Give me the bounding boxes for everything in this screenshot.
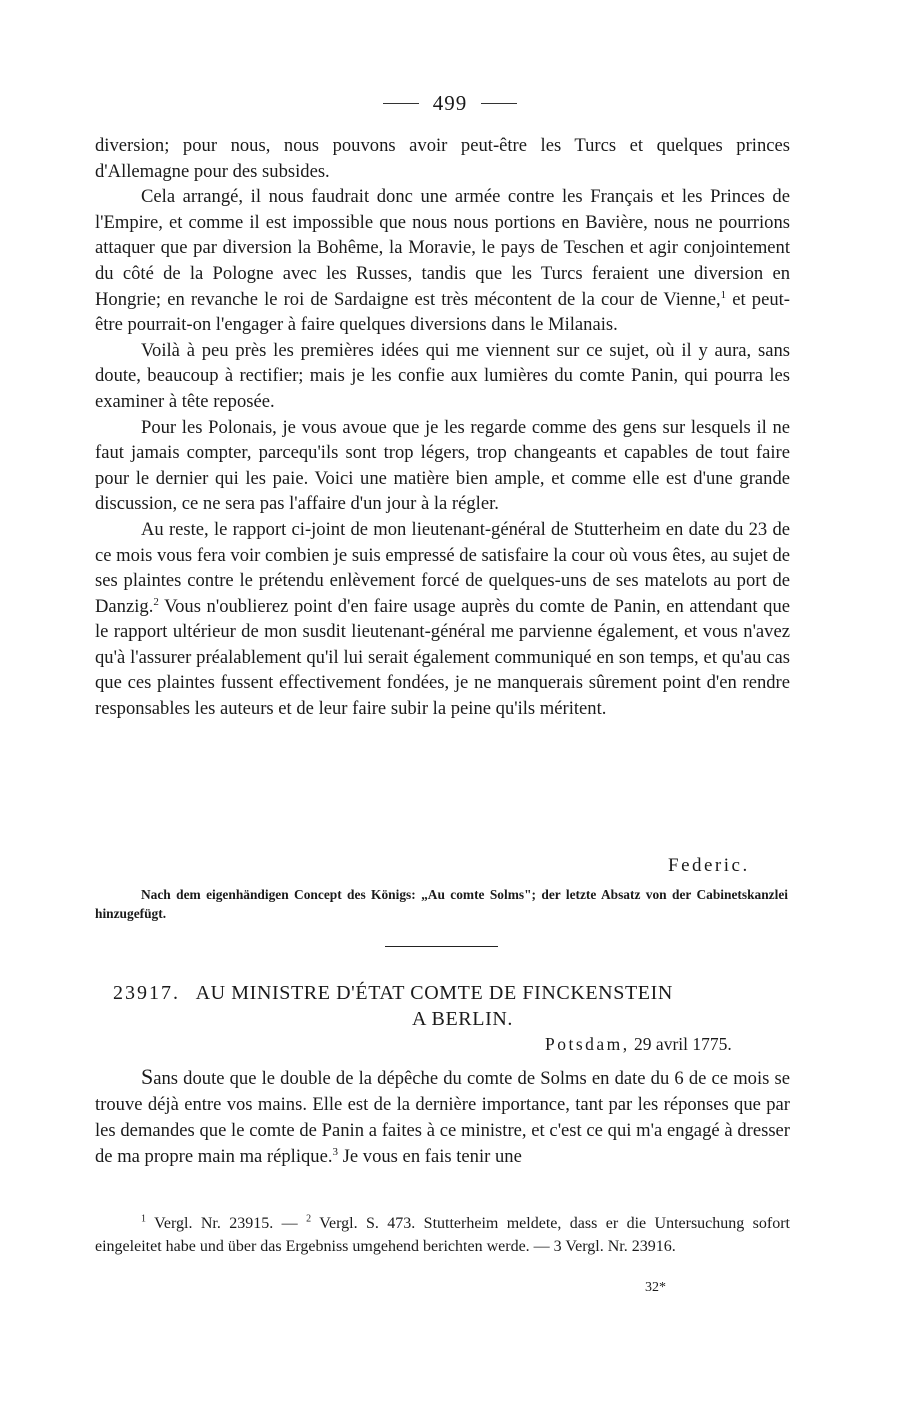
letter-heading <box>95 980 790 1032</box>
letter-body <box>95 1064 790 1170</box>
paragraph <box>95 1064 790 1170</box>
paragraph-text: et peut-être pourrait-on l'engager à faire quelques diversions dans le Milanais. <box>95 288 791 336</box>
paragraph <box>95 184 790 338</box>
paragraph-text: Je vous en fais tenir une <box>338 1146 522 1167</box>
footnotes <box>95 1212 790 1258</box>
paragraph-text: Cela arrangé, il nous faudrait donc une armée contre les Français et les Princes de l'Empire, et comme il est impossible que nous nous portions en Bavière, nous ne pourrions attaquer que par diversion la Bohême, la Moravie, le pays de Teschen et agir conjointement du côté de la Pologne avec les Russes, tandis que les Turcs feraient une diversion en Hongrie; en revanche le roi de Sardaigne est très mécontent de la cour de Vienne, <box>95 186 790 310</box>
footnote-part: Vergl. Nr. 23915. — <box>146 1215 307 1232</box>
footnote-reference: 3 <box>332 1145 338 1158</box>
section-divider <box>385 946 498 947</box>
paragraph-text: Au reste, le rapport ci-joint de mon lieutenant-général de Stutterheim en date du 23 de ce mois vous fera voir combien je suis empressé de satisfaire la cour où vous êtes, au sujet de ses plaintes contre le prétendu enlèvement forcé de quelques-uns de ses matelots au port de Danzig. <box>95 518 790 617</box>
header-rule-right <box>481 103 517 104</box>
paragraph-text: Vous n'oublierez point d'en faire usage auprès du comte de Panin, en attendant que le rapport ultérieur de mon susdit lieutenant-général me parvienne également, et vous n'avez qu'à l'assurer préalablement qu'il lui serait également communiqué en son temps, et qu'au cas que ces plaintes fussent effectivement fondées, je ne manquerais sûrement point d'en rendre responsables les auteurs et de leur faire subir la peine qu'ils méritent. <box>95 595 790 720</box>
letter-number: 23917. <box>113 982 180 1004</box>
dateline-place: Potsdam, <box>545 1034 630 1054</box>
initial-letter: S <box>141 1064 154 1089</box>
footnote-mark: 1 <box>141 1213 146 1225</box>
footnote-text <box>95 1212 790 1258</box>
header-rule-left <box>383 103 419 104</box>
previous-letter-body <box>95 133 790 722</box>
paragraph <box>95 517 790 722</box>
footnote-part: Vergl. S. 473. Stutterheim meldete, dass er die Untersuchung sofort eingeleitet habe und über das Ergebniss umgehend berichten werde. — 3 Vergl. Nr. 23916. <box>95 1215 791 1255</box>
dateline-date: 29 avril 1775. <box>634 1034 732 1054</box>
source-note: Nach dem eigenhändigen Concept des Königs: „Au comte Solms"; der letzte Absatz von der Cabinetskanzlei hinzugefügt. <box>95 887 788 921</box>
signature-mark: 32* <box>645 1280 666 1295</box>
letter-title-location: A BERLIN. <box>412 1008 513 1030</box>
footnote-reference: 1 <box>720 288 727 301</box>
page-number: 499 <box>432 90 468 115</box>
paragraph-text: ans doute que le double de la dépêche du comte de Solms en date du 6 de ce mois se trouve déjà entre vos mains. Elle est de la dernière importance, tant par les réponses que par les demandes que le comte de Panin a faites à ce ministre, et c'est ce qui m'a engagé à dresser de ma propre main ma réplique. <box>95 1068 790 1167</box>
paragraph: Voilà à peu près les premières idées qui me viennent sur ce sujet, où il y aura, sans doute, beaucoup à rectifier; mais je les confie aux lumières du comte Panin, qui pourra les examiner à tête reposée. <box>95 339 790 412</box>
footnote-mark: 2 <box>306 1213 312 1225</box>
page-header <box>0 88 900 118</box>
dateline <box>545 1034 732 1055</box>
paragraph: diversion; pour nous, nous pouvons avoir peut-être les Turcs et quelques princes d'Allemagne pour des subsides. <box>95 135 790 182</box>
footnote-reference: 2 <box>153 595 159 608</box>
signature: Federic. <box>668 855 750 876</box>
paragraph: Pour les Polonais, je vous avoue que je les regarde comme des gens sur lesquels il ne faut jamais compter, parcequ'ils sont trop légers, trop changeants et capables de tout faire pour le dernier qui les paie. Voici une matière bien ample, et comme elle est d'une grande discussion, ce ne sera pas l'affaire d'un jour à la régler. <box>95 416 790 515</box>
letter-title: AU MINISTRE D'ÉTAT COMTE DE FINCKENSTEIN <box>195 982 673 1004</box>
